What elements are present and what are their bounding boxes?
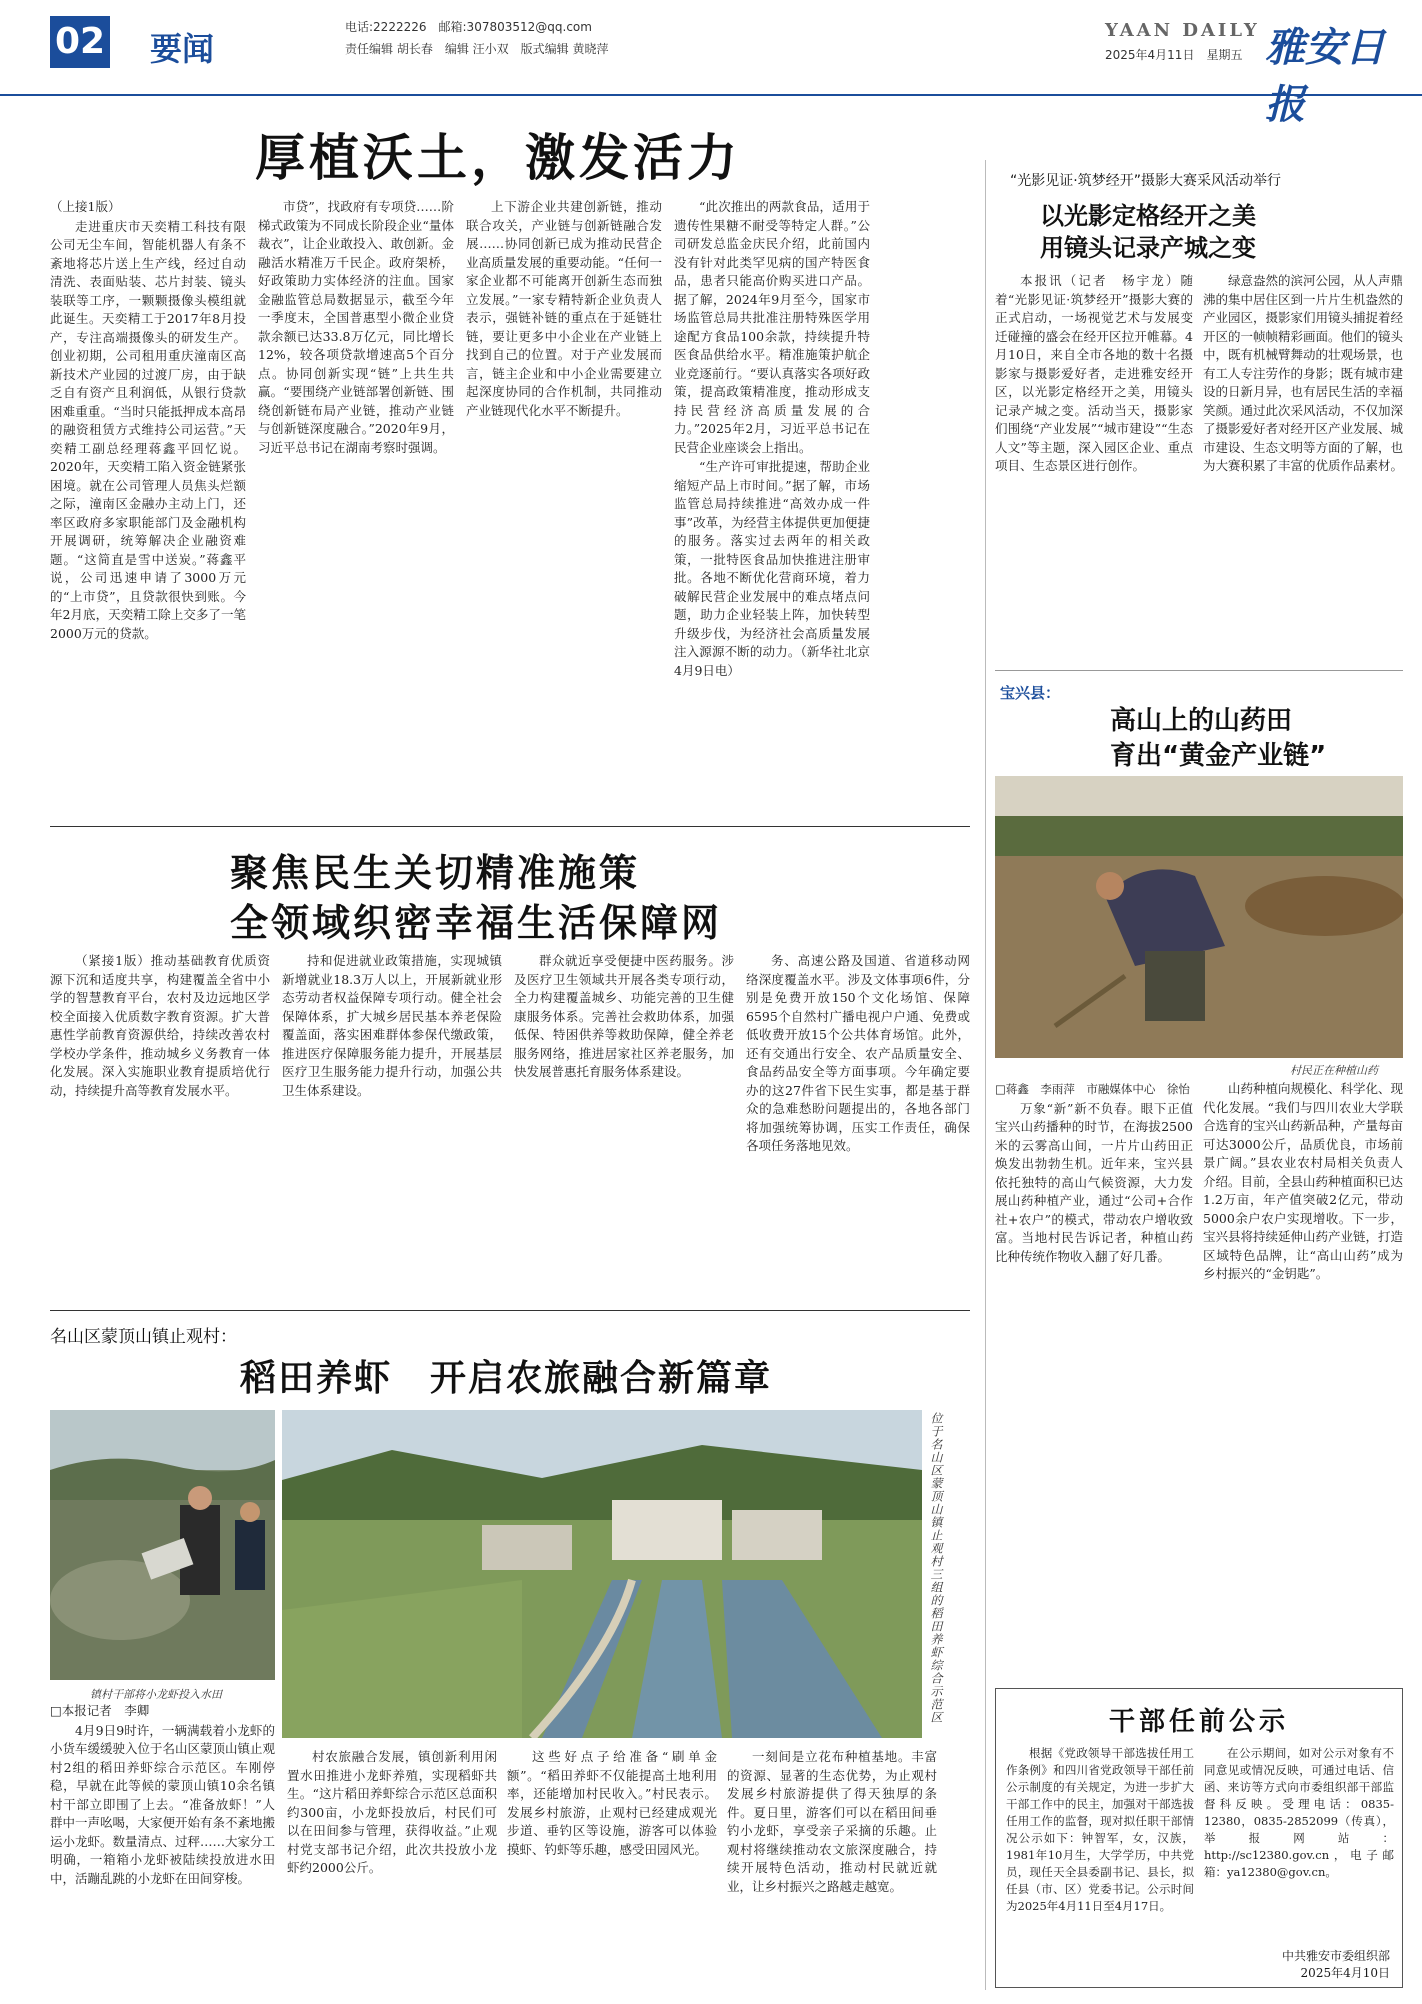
- notice-signature: 中共雅安市委组织部: [1281, 1949, 1390, 1963]
- article3-col2: [287, 1748, 497, 1992]
- divider: [50, 826, 970, 827]
- email-label: 邮箱:307803512@qq.com: [438, 20, 592, 34]
- article3-col3: [507, 1748, 717, 1992]
- article3-col2-text: 村农旅融合发展，镇创新利用闲置水田推进小龙虾养殖，实现稻虾共生。“这片稻田养虾综合示范区总面积约300亩，小龙虾投放后，村民们可以在田间参与管理，获得收益。”止观村党支部书记介绍，此次共投放小龙虾约2000公斤。: [287, 1749, 497, 1875]
- sidebar2-byline: □蒋鑫 李雨萍 市融媒体中心 徐怡: [995, 1082, 1190, 1096]
- article3-col4-text: 一刻间是立花布种植基地。丰富的资源、显著的生态优势，为止观村发展乡村旅游提供了得天独厚的条件。夏日里，游客们可以在稻田间垂钓小龙虾，享受亲子采摘的乐趣。止观村将继续推动农文旅深度融合，持续开展特色活动，推动村民就近就业，让乡村振兴之路越走越宽。: [727, 1749, 937, 1894]
- article3-col3-text: 这些好点子给准备“刷单金额”。“稻田养虾不仅能提高土地利用率，还能增加村民收入。”村民表示。发展乡村旅游，止观村已经建成观光步道、垂钓区等设施，游客可以体验摸虾、钓虾等乐趣，感受田园风光。: [507, 1749, 717, 1857]
- phone-label: 电话:2222226: [345, 20, 427, 34]
- sidebar1-title-line2: 用镜头记录产城之变: [1040, 234, 1256, 262]
- issue-date: 2025年4月11日 星期五: [1105, 48, 1243, 62]
- masthead: [0, 0, 1422, 128]
- article2-col4-text: 务、高速公路及国道、省道移动网络深度覆盖水平。涉及文体事项6件，分别是免费开放150个文化场馆、保障6595个自然村广播电视户户通、免费或低收费开放15个公共体育场馆。此外，还有交通出行安全、农产品质量安全、食品药品安全等方面事项。今年确定要办的这27件省下民生实事，都是基于群众的急难愁盼问题提出的，各地各部门将加强统筹协调，压实工作责任，确保各项任务落地见效。: [746, 953, 970, 1153]
- paper-name-en: YAAN DAILY: [1105, 20, 1260, 41]
- article3-kicker: 名山区蒙顶山镇止观村：: [50, 1327, 237, 1347]
- article2-title-line2: 全领域织密幸福生活保障网: [230, 901, 723, 945]
- paper-logo: 雅安日报: [1265, 24, 1385, 128]
- notice-col1: [1006, 1745, 1194, 1981]
- rice-field-photo: [282, 1410, 922, 1738]
- sidebar2-title-line1: 高山上的山药田: [1110, 706, 1293, 736]
- article1-col4-text: “此次推出的两款食品，适用于遗传性果糖不耐受等特定人群。”公司研发总监金庆民介绍，此前国内没有针对此类罕见病的国产特医食品，患者只能高价购买进口产品。据了解，2024年9月至今，国家市场监管总局共批准注册特殊医学用途配方食品100余款，持续提升特医食品供给水平。精准施策护航企业竞逐前行。“要认真落实各项好政策，提高政策精准度，推动形成支持民营经济高质量发展的合力。”2025年2月，习近平总书记在民营企业座谈会上指出。: [674, 199, 870, 455]
- article2-title-line1: 聚焦民生关切精准施策: [230, 851, 641, 895]
- article3-title: 稻田养虾 开启农旅融合新篇章: [240, 1358, 773, 1399]
- sidebar1-col1-text: 本报讯（记者 杨宇龙）随着“光影见证·筑梦经开”摄影大赛的正式启动，一场视觉艺术与发展变迁碰撞的盛会在经开区拉开帷幕。4月10日，来自全市各地的数十名摄影家与摄影爱好者，走进雅安经开区，以光影定格经开之美，用镜头记录产城之变。活动当天，摄影家们围绕“产业发展”“城市建设”“生态人文”等主题，深入园区企业、重点项目、生态景区进行创作。: [995, 273, 1193, 473]
- yam-planting-photo: [995, 776, 1403, 1058]
- article3-col1: [50, 1702, 275, 1992]
- notice-signature-block: [1282, 1947, 1390, 1981]
- page-number: 02: [50, 16, 110, 68]
- article1-col2-text: 市贷”，找政府有专项贷……阶梯式政策为不同成长阶段企业“量体裁衣”，让企业敢投入、敢创新。金融活水精准万千民企。政府架桥，好政策助力实体经济的注血。国家金融监管总局数据显示，截至今年一季度末，全国普惠型小微企业贷款余额已达33.8万亿元，同比增长12%，较各项贷款增速高5个百分点。协同创新实现“链”上共生共赢。“要围绕产业链部署创新链、围绕创新链布局产业链，推动产业链与创新链深度融合。”2020年9月，习近平总书记在湖南考察时强调。: [258, 199, 454, 455]
- article1-col3: [466, 198, 662, 818]
- article1-lead: （上接1版）: [50, 199, 121, 214]
- sidebar2-col1: [995, 1080, 1193, 1680]
- notice-col2-text: 在公示期间，如对公示对象有不同意见或情况反映，可通过电话、信函、来访等方式向市委组织部干部监督科反映。受理电话：0835-12380，0835-2852099（传真），举报网站：http://sc12380.gov.cn，电子邮箱：ya12380@gov.cn。: [1204, 1746, 1394, 1879]
- masthead-meta: [345, 16, 608, 60]
- rice-field-photo-caption: 位于名山区蒙顶山镇止观村三组的稻田养虾综合示范区: [929, 1412, 943, 1724]
- notice-box: [995, 1688, 1403, 1988]
- divider: [995, 670, 1403, 671]
- article2-col3: [514, 952, 734, 1302]
- article2-col2: [282, 952, 502, 1302]
- article1-col3-text: 上下游企业共建创新链，推动联合攻关，产业链与创新链融合发展……协同创新已成为推动民营企业高质量发展的重要动能。“任何一家企业都不可能离开创新生态而独立发展。”一家专精特新企业负责人表示，强链补链的重点在于延链壮链，要让更多中小企业在产业链上找到自己的位置。对于产业发展而言，链主企业和中小企业需要建立起深度协同的合作机制，共同推动产业链现代化水平不断提升。: [466, 199, 662, 418]
- notice-col1-text: 根据《党政领导干部选拔任用工作条例》和四川省党政领导干部任前公示制度的有关规定，为进一步扩大干部工作中的民主，加强对干部选拔任用工作的监督，现对拟任职干部情况公示如下：钟智军，女，汉族，1981年10月生，大学学历，中共党员，现任天全县委副书记、县长，拟任县（市、区）党委书记。公示时间为2025年4月11日至4月17日。: [1006, 1746, 1194, 1913]
- sidebar2-col1-text: 万象“新”新不负春。眼下正值宝兴山药播种的时节，在海拔2500米的云雾高山间，一片片山药田正焕发出勃勃生机。近年来，宝兴县依托独特的高山气候资源，大力发展山药种植产业，通过“公司+合作社+农户”的模式，带动农户增收致富。当地村民告诉记者，种植山药比种传统作物收入翻了好几番。: [995, 1100, 1193, 1264]
- article1-col1-text: 走进重庆市天奕精工科技有限公司无尘车间，智能机器人有条不紊地将芯片送上生产线，经过自动清洗、表面贴装、芯片封装、镜头装联等工序，一颗颗摄像头模组就此诞生。天奕精工于2017年8月投产，专注高端摄像头的研发生产。创业初期，公司租用重庆潼南区高新技术产业园的过渡厂房，由于缺乏自有资产且利润低，从银行贷款困难重重。“当时只能抵押成本高昂的融资租赁方式维持公司运营。”天奕精工副总经理蒋鑫平回忆说。2020年，天奕精工陷入资金链紧张困境。就在公司管理人员焦头烂额之际，潼南区金融办主动上门，还率区政府多家职能部门及金融机构开展调研，统筹解决企业融资难题。“这简直是雪中送炭。”蒋鑫平说，公司迅速申请了3000万元的“上市贷”，且贷款很快到账。今年2月底，天奕精工除上交多了一笔2000万元的贷款。: [50, 218, 246, 641]
- sidebar1-title-line1: 以光影定格经开之美: [1040, 202, 1256, 230]
- notice-col2: [1204, 1745, 1394, 1941]
- article2-col3-text: 群众就近享受便捷中医药服务。涉及医疗卫生领域共开展各类专项行动，全力构建覆盖城乡、功能完善的卫生健康服务体系。完善社会救助体系，加强低保、特困供养等救助保障，健全养老服务网络，推进居家社区养老服务，加快发展普惠托育服务体系建设。: [514, 953, 734, 1079]
- article2-col2-text: 持和促进就业政策措施，实现城镇新增就业18.3万人以上，开展新就业形态劳动者权益保障专项行动。健全社会保障体系，扩大城乡居民基本养老保险覆盖面，落实困难群体参保代缴政策，推进医疗保障服务能力提升，开展基层医疗卫生服务能力提升行动，加强公共卫生体系建设。: [282, 953, 502, 1098]
- sidebar1-kicker: “光影见证·筑梦经开”摄影大赛采风活动举行: [1010, 173, 1281, 189]
- article2-col1-text: （紧接1版）推动基础教育优质资源下沉和适度共享，构建覆盖全省中小学的智慧教育平台，农村及边远地区学校全面接入优质数字教育资源。扩大普惠性学前教育资源供给，持续改善农村学校办学条件，推动城乡义务教育一体化发展。深入实施职业教育提质培优行动，持续提升高等教育发展水平。: [50, 953, 270, 1098]
- sidebar2-title-line2: 育出“黄金产业链”: [1110, 741, 1327, 771]
- sidebar1-col2: [1203, 272, 1403, 662]
- article1-col2: [258, 198, 454, 818]
- sidebar2-kicker: 宝兴县：: [1000, 684, 1061, 702]
- article1-col1: [50, 198, 246, 818]
- article3-col4: [727, 1748, 937, 1992]
- sidebar2-col2: [1203, 1080, 1403, 1680]
- article1-col5-text: “生产许可审批提速，帮助企业缩短产品上市时间。”据了解，市场监管总局持续推进“高效办成一件事”改革，为经营主体提供更加便捷的服务。落实过去两年的相关政策，一批特医食品加快推进注册审批。各地不断优化营商环境，着力破解民营企业发展中的难点堵点问题，助力企业轻装上阵，加快转型升级步伐，为经济社会高质量发展注入源源不断的动力。（新华社北京4月9日电）: [674, 459, 870, 678]
- article3-col1-text: 4月9日9时许，一辆满载着小龙虾的小货车缓缓驶入位于名山区蒙顶山镇止观村2组的稻田养虾综合示范区。车刚停稳，早就在此等候的蒙顶山镇10余名镇村干部立即围了上去。“准备放虾！”人群中一声吆喝，大家便开始有条不紊地搬运小龙虾。数量清点、过秤……大家分工明确，一箱箱小龙虾被陆续投放进水田中，活蹦乱跳的小龙虾在田间穿梭。: [50, 1722, 275, 1886]
- article1-col4: [674, 198, 870, 818]
- article3-byline: □本报记者 李卿: [50, 1703, 150, 1718]
- notice-sign-date: 2025年4月10日: [1300, 1966, 1390, 1980]
- notice-title: 干部任前公示: [1108, 1707, 1289, 1737]
- article2-col1: [50, 952, 270, 1302]
- article1-title: 厚植沃土，激发活力: [255, 129, 741, 187]
- section-name: 要闻: [150, 30, 215, 68]
- yam-photo-caption: 村民正在种植山药: [1290, 1064, 1378, 1077]
- editors: 责任编辑 胡长春 编辑 汪小双 版式编辑 黄晓萍: [345, 42, 609, 56]
- sidebar1-col1: [995, 272, 1193, 662]
- sidebar1-col2-text: 绿意盎然的滨河公园，从人声鼎沸的集中居住区到一片片生机盎然的产业园区，摄影家们用镜头捕捉着经开区的一帧帧精彩画面。他们的镜头中，既有机械臂舞动的壮观场景，也有工人专注劳作的身影；既有城市建设的日新月异，也有居民生活的幸福笑颜。通过此次采风活动，不仅加深了摄影爱好者对经开区产业发展、城市建设、生态文明等方面的了解，也为大赛积累了丰富的优质作品素材。: [1203, 273, 1403, 473]
- shrimp-release-photo: [50, 1410, 275, 1680]
- shrimp-photo-caption: 镇村干部将小龙虾投入水田: [90, 1688, 222, 1701]
- sidebar2-col2-text: 山药种植向规模化、科学化、现代化发展。“我们与四川农业大学联合选育的宝兴山药新品种，产量每亩可达3000公斤，品质优良，市场前景广阔。”县农业农村局相关负责人介绍。目前，全县山药种植面积已达1.2万亩，年产值突破2亿元，带动5000余户农户实现增收。下一步，宝兴县将持续延伸山药产业链，打造区域特色品牌，让“高山山药”成为乡村振兴的“金钥匙”。: [1203, 1081, 1403, 1281]
- article2-col4: [746, 952, 970, 1302]
- column-divider: [985, 160, 986, 1990]
- divider: [50, 1310, 970, 1311]
